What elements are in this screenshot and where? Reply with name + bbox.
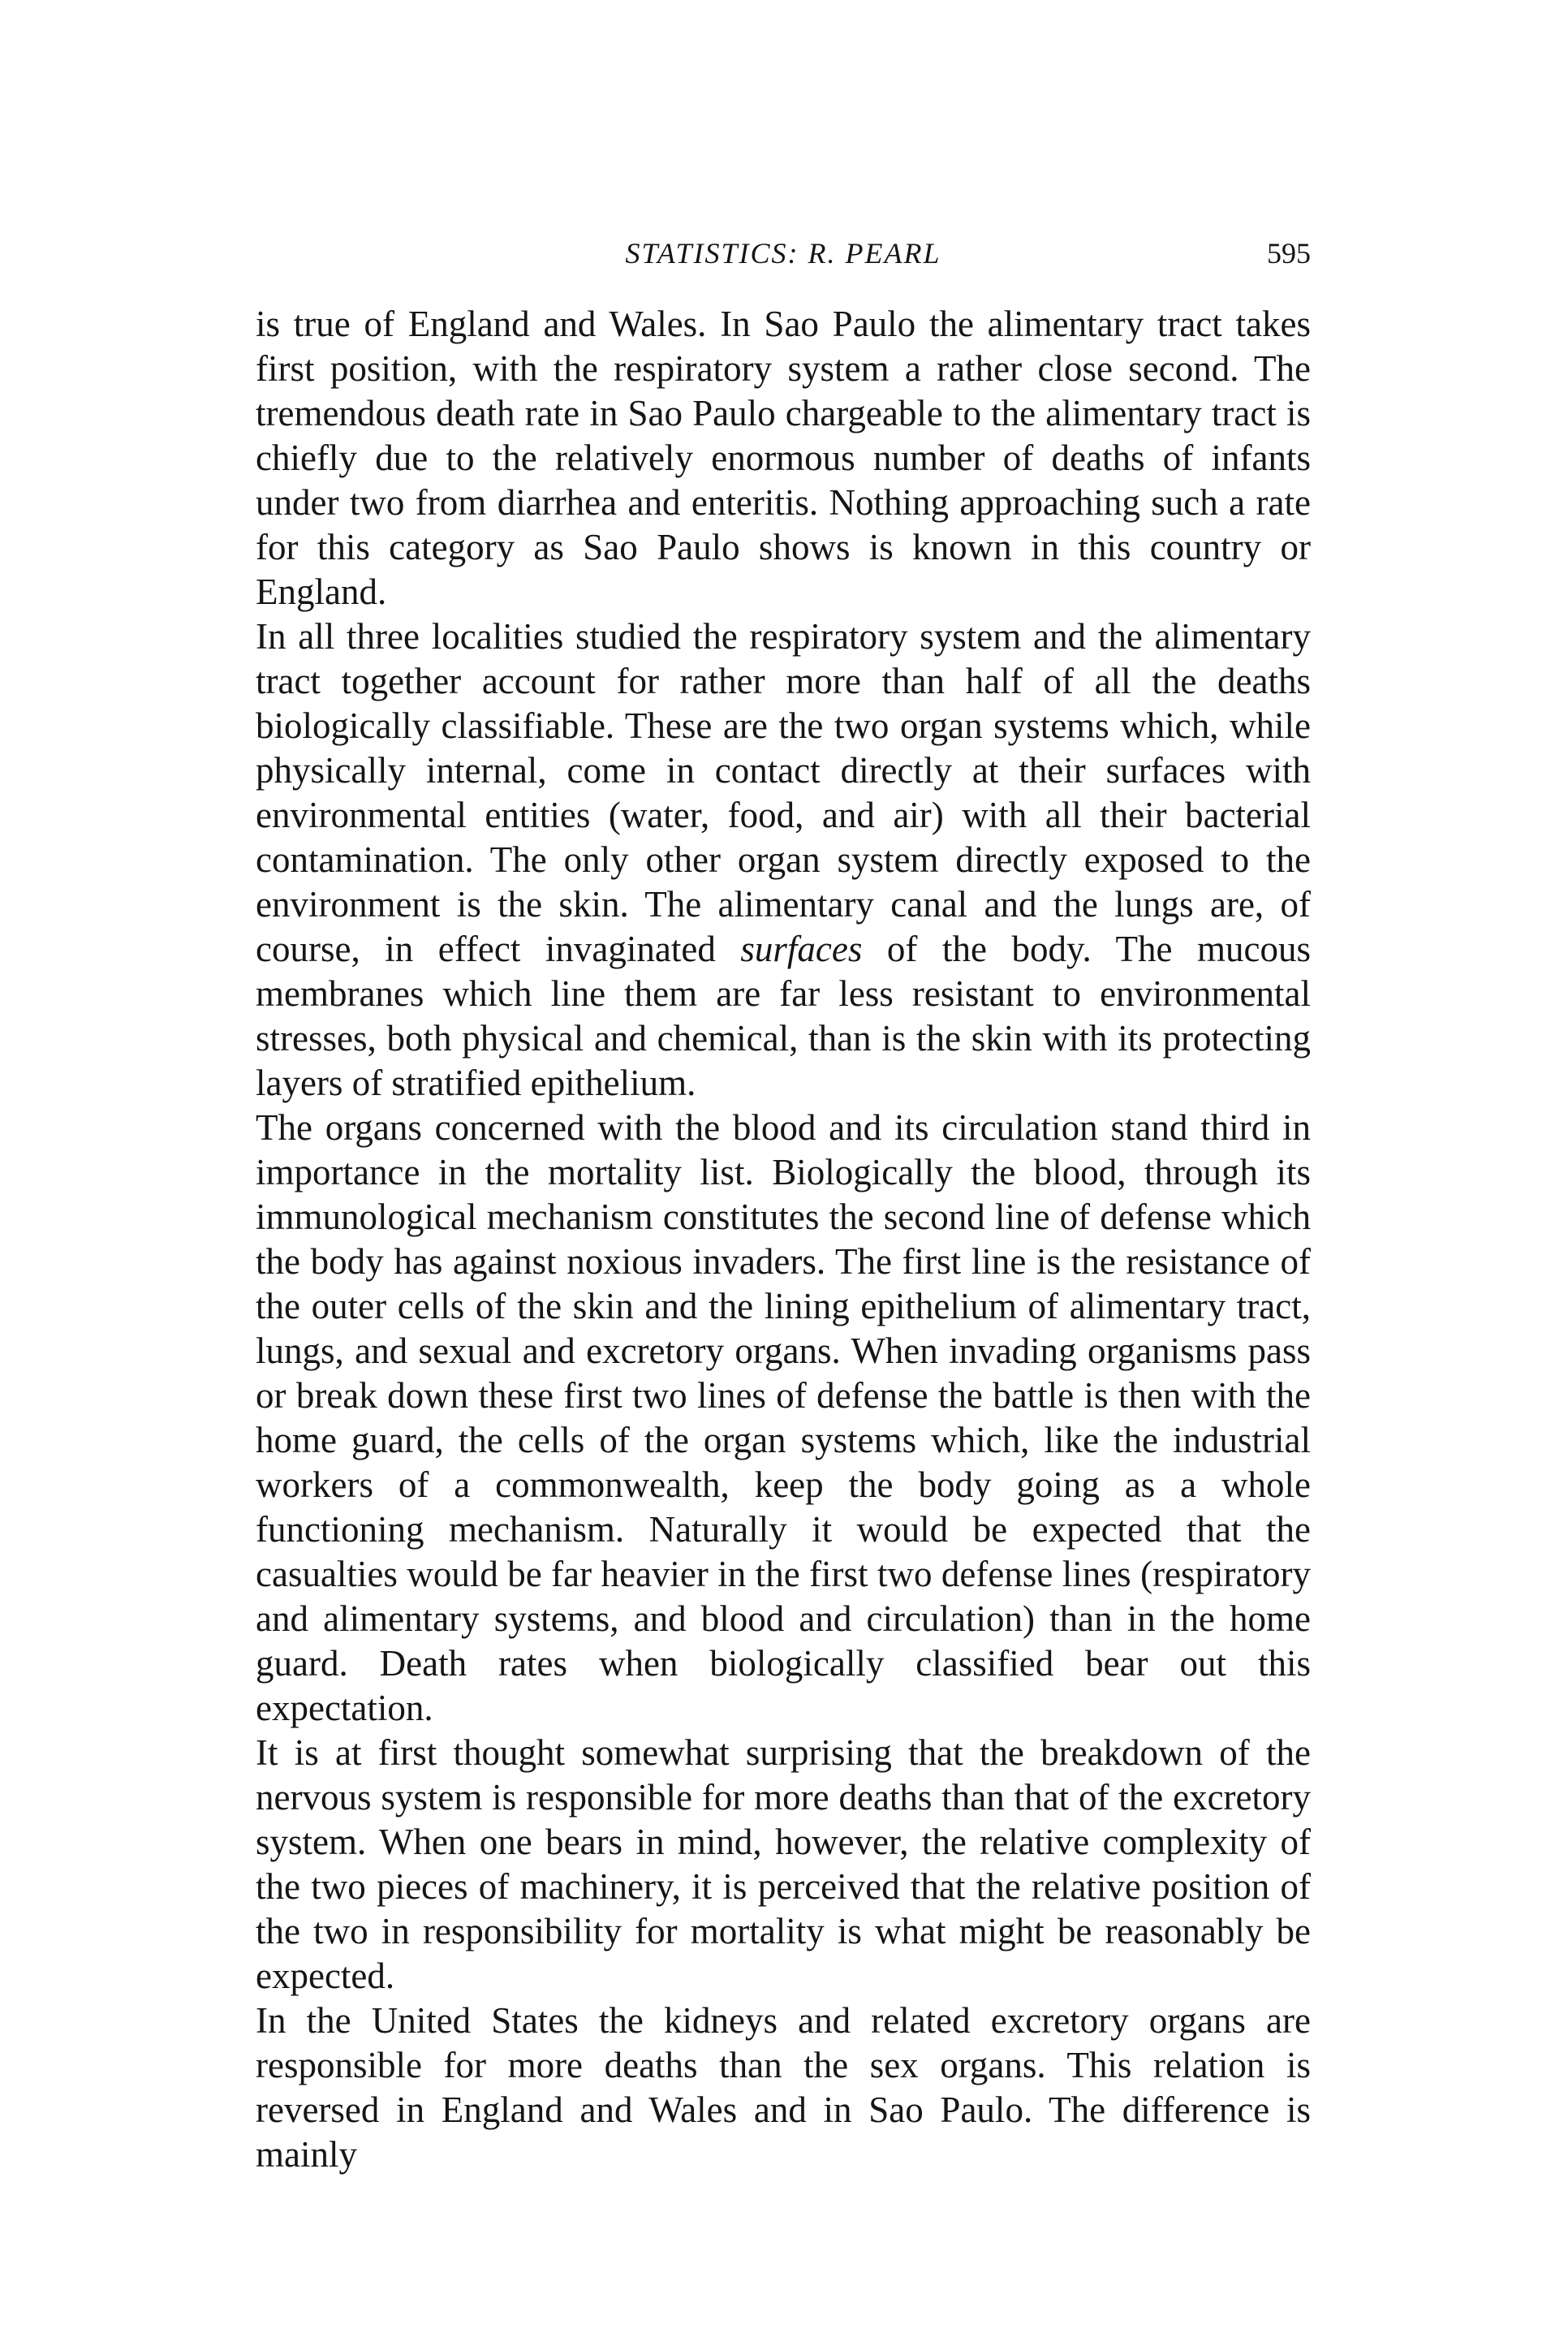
paragraph-5: In the United States the kidneys and related excretory organs are responsible for more deaths than the sex organs. This relation is reversed in England and Wales and in Sao Paulo. The difference is mainly <box>256 2000 1311 2175</box>
paragraph-2-text-end: of the body. The mucous membranes which line them are far less resistant to environmental stresses, both physical and chemical, than is the skin with its protecting layers of stratified epithelium. <box>256 929 1311 1103</box>
paragraph-1: is true of England and Wales. In Sao Paulo the alimentary tract takes first position, with the respiratory system a rather close second. The tremendous death rate in Sao Paulo chargeable to the alimentary tract is chiefly due to the relatively enormous number of deaths of infants under two from diarrhea and enteritis. Nothing approaching such a rate for this category as Sao Paulo shows is known in this country or England. <box>256 304 1311 612</box>
paragraph-2 <box>256 615 1311 1106</box>
paragraph-4: It is at first thought somewhat surprising that the breakdown of the nervous system is responsible for more deaths than that of the excretory system. When one bears in mind, however, the relative complexity of the two pieces of machinery, it is perceived that the relative position of the two in responsibility for mortality is what might be reasonably be expected. <box>256 1732 1311 1996</box>
running-title: STATISTICS: R. PEARL <box>625 237 941 270</box>
paragraph-3: The organs concerned with the blood and its circulation stand third in importance in the mortality list. Biologically the blood, through its immunological mechanism constitutes the second line of defense which the body has against noxious invaders. The first line is the resistance of the outer cells of the skin and the lining epithelium of alimentary tract, lungs, and sexual and excretory organs. When invading organisms pass or break down these first two lines of defense the battle is then with the home guard, the cells of the organ systems which, like the industrial workers of a commonwealth, keep the body going as a whole functioning mechanism. Naturally it would be expected that the casualties would be far heavier in the first two defense lines (respiratory and alimentary systems, and blood and circulation) than in the home guard. Death rates when biologically classified bear out this expectation. <box>256 1107 1311 1728</box>
paragraph-2-text-start: In all three localities studied the respiratory system and the alimentary tract together account for rather more than half of all the deaths biologically classifiable. These are the two organ systems which, while physically internal, come in contact directly at their surfaces with environmental entities (water, food, and air) with all their bacterial contamination. The only other organ system directly exposed to the environment is the skin. The alimentary canal and the lungs are, of course, in effect invaginated <box>256 616 1311 969</box>
page-number: 595 <box>1267 237 1311 270</box>
italic-word-surfaces: surfaces <box>740 929 863 969</box>
running-head <box>256 234 1311 273</box>
body-text <box>256 302 1311 2177</box>
